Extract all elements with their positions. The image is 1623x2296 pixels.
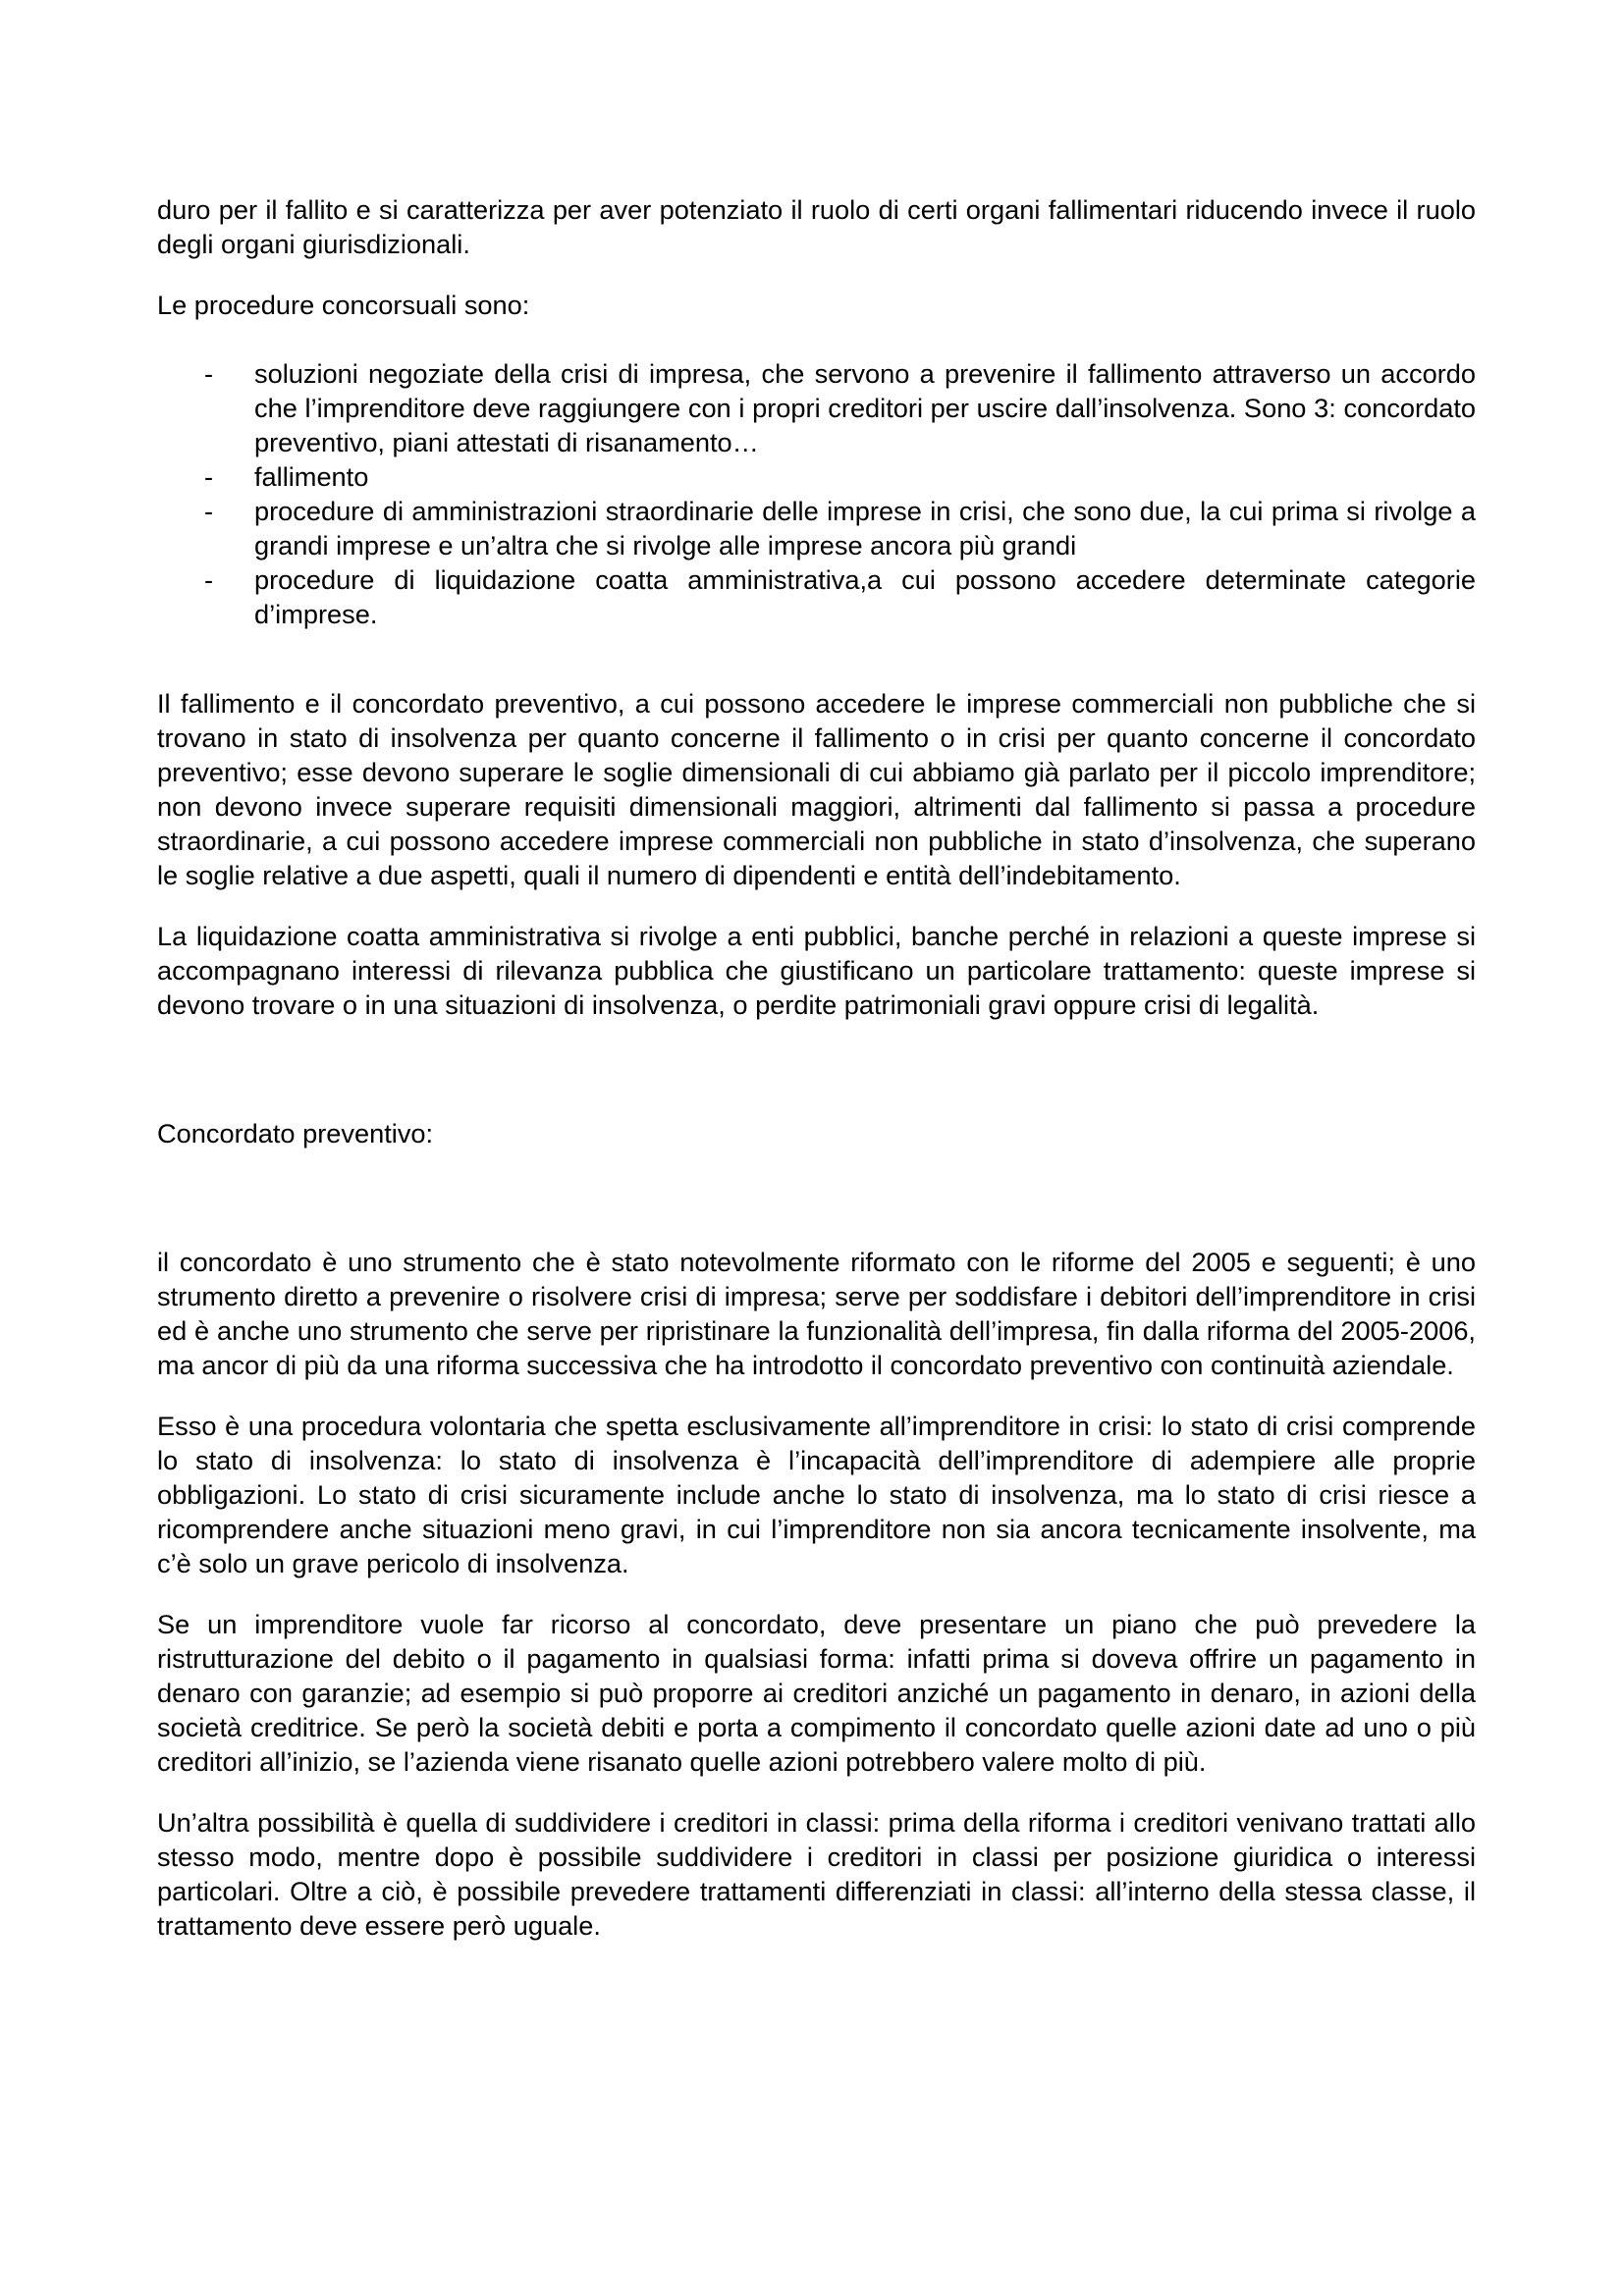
paragraph-concordato-1: il concordato è uno strumento che è stato notevolmente riformato con le riforme del 2005 e seguenti; è uno strumento diretto a prevenire o risolvere crisi di impresa; serve per soddisfare i debitori dell’imprenditore in crisi ed è anche uno strumento che serve per ripristinare la funzionalità dell’impresa, fin dalla riforma del 2005-2006, ma ancor di più da una riforma successiva che ha introdotto il concordato preventivo con continuità aziendale. [157,1247,1476,1380]
list-item-text: soluzioni negoziate della crisi di impresa, che servono a prevenire il fallimento attraverso un accordo che l’imprenditore deve raggiungere con i propri creditori per uscire dall’insolvenza. Sono 3: concordato preventivo, piani attestati di risanamento… [254,358,1476,457]
procedures-intro: Le procedure concorsuali sono: [157,290,530,320]
procedures-list [157,356,1476,631]
paragraph-intro: duro per il fallito e si caratterizza per aver potenziato il ruolo di certi organi fallimentari riducendo invece il ruolo degli organi giurisdizionali. [157,194,1476,259]
paragraph-fallimento: Il fallimento e il concordato preventivo, a cui possono accedere le imprese commerciali non pubbliche che si trovano in stato di insolvenza per quanto concerne il fallimento o in crisi per quanto concerne il concordato preventivo; esse devono superare le soglie dimensionali di cui abbiamo già parlato per il piccolo imprenditore; non devono invece superare requisiti dimensionali maggiori, altrimenti dal fallimento si passa a procedure straordinarie, a cui possono accedere imprese commerciali non pubbliche in stato d’insolvenza, che superano le soglie relative a due aspetti, quali il numero di dipendenti e entità dell’indebitamento. [157,688,1476,890]
list-marker: - [204,496,214,526]
paragraph-liquidazione: La liquidazione coatta amministrativa si rivolge a enti pubblici, banche perché in relazioni a queste imprese si accompagnano interessi di rilevanza pubblica che giustificano un particolare trattamento: queste imprese si devono trovare o in una situazioni di insolvenza, o perdite patrimoniali gravi oppure crisi di legalità. [157,921,1476,1020]
list-marker: - [204,461,214,492]
list-marker: - [204,358,214,389]
section-heading: Concordato preventivo: [157,1118,434,1148]
list-item [157,562,1476,631]
paragraph-concordato-2: Esso è una procedura volontaria che spetta esclusivamente all’imprenditore in crisi: lo stato di crisi comprende lo stato di insolvenza: lo stato di insolvenza è l’incapacità dell’imprenditore di adempiere alle proprie obbligazioni. Lo stato di crisi sicuramente include anche lo stato di insolvenza, ma lo stato di crisi riesce a ricomprendere anche situazioni meno gravi, in cui l’imprenditore non sia ancora tecnicamente insolvente, ma c’è solo un grave pericolo di insolvenza. [157,1411,1476,1578]
document-page [157,192,1476,1943]
list-item [157,356,1476,459]
list-item-text: fallimento [254,461,369,492]
list-item [157,494,1476,562]
paragraph-concordato-4: Un’altra possibilità è quella di suddividere i creditori in classi: prima della riforma i creditori venivano trattati allo stesso modo, mentre dopo è possibile suddividere i creditori in classi per posizione giuridica o interessi particolari. Oltre a ciò, è possibile prevedere trattamenti differenziati in classi: all’interno della stessa classe, il trattamento deve essere però uguale. [157,1807,1476,1941]
list-item-text: procedure di amministrazioni straordinarie delle imprese in crisi, che sono due, la cui prima si rivolge a grandi imprese e un’altra che si rivolge alle imprese ancora più grandi [254,496,1476,561]
paragraph-concordato-3: Se un imprenditore vuole far ricorso al concordato, deve presentare un piano che può prevedere la ristrutturazione del debito o il pagamento in qualsiasi forma: infatti prima si doveva offrire un pagamento in denaro con garanzie; ad esempio si può proporre ai creditori anziché un pagamento in denaro, in azioni della società creditrice. Se però la società debiti e porta a compimento il concordato quelle azioni date ad uno o più creditori all’inizio, se l’azienda viene risanato quelle azioni potrebbero valere molto di più. [157,1609,1476,1777]
list-item-text: procedure di liquidazione coatta amministrativa,a cui possono accedere determinate categorie d’imprese. [254,564,1476,629]
list-item [157,459,1476,494]
list-marker: - [204,564,214,595]
